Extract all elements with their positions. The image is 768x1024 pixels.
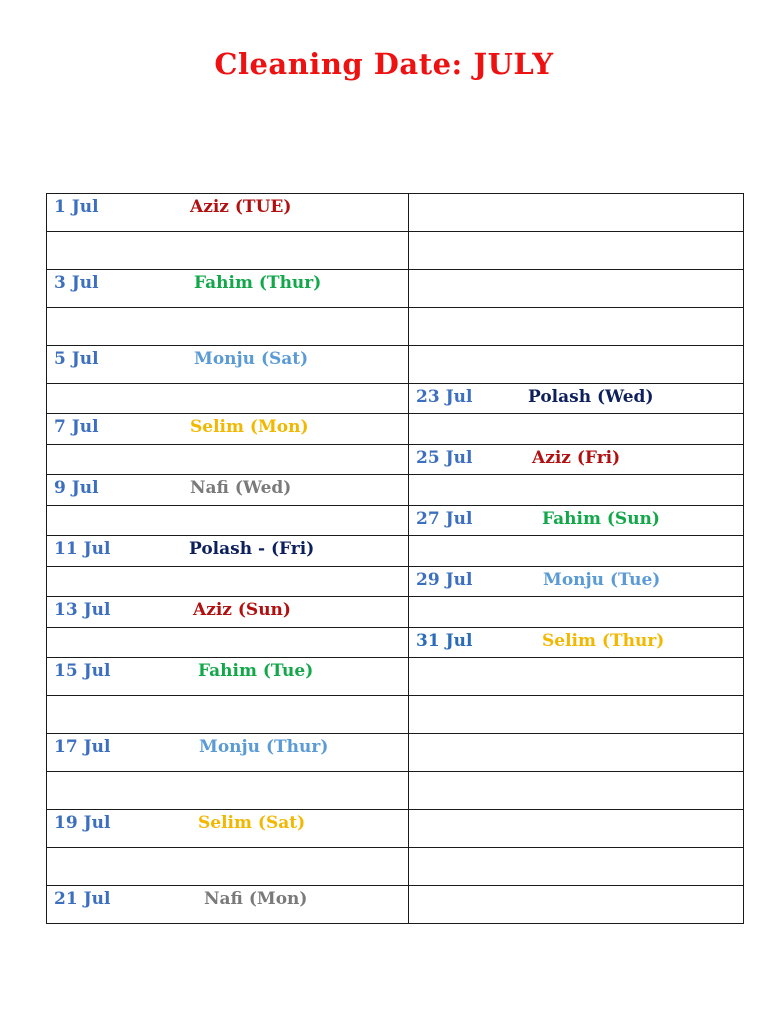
cleaning-schedule-table xyxy=(46,193,744,924)
page-title: Cleaning Date: JULY xyxy=(214,47,554,81)
schedule-cell-right xyxy=(409,597,744,628)
entry-assignee: Selim (Mon) xyxy=(190,417,309,437)
entry-assignee: Polash - (Fri) xyxy=(189,539,315,559)
entry-assignee: Fahim (Thur) xyxy=(194,273,322,293)
schedule-cell-right xyxy=(409,232,744,270)
table-row xyxy=(47,384,744,414)
schedule-cell-right xyxy=(409,506,744,536)
schedule-cell-right xyxy=(409,475,744,506)
table-row xyxy=(47,536,744,567)
entry-assignee: Fahim (Sun) xyxy=(542,509,660,529)
schedule-cell-left xyxy=(47,628,409,658)
entry-assignee: Aziz (TUE) xyxy=(190,197,292,217)
schedule-cell-left xyxy=(47,848,409,886)
entry-assignee: Aziz (Fri) xyxy=(532,448,621,468)
entry-date: 29 Jul xyxy=(416,570,473,590)
table-row xyxy=(47,772,744,810)
table-row xyxy=(47,886,744,924)
schedule-cell-right xyxy=(409,194,744,232)
table-row xyxy=(47,628,744,658)
entry-date: 23 Jul xyxy=(416,387,473,407)
table-row xyxy=(47,308,744,346)
schedule-cell-right xyxy=(409,734,744,772)
schedule-cell-right xyxy=(409,346,744,384)
entry-date: 31 Jul xyxy=(416,631,473,651)
schedule-cell-left xyxy=(47,658,409,696)
entry-assignee: Nafi (Wed) xyxy=(190,478,292,498)
schedule-cell-left xyxy=(47,597,409,628)
table-row xyxy=(47,696,744,734)
table-row xyxy=(47,848,744,886)
schedule-cell-left xyxy=(47,346,409,384)
entry-date: 27 Jul xyxy=(416,509,473,529)
entry-date: 21 Jul xyxy=(54,889,111,909)
entry-assignee: Nafi (Mon) xyxy=(204,889,308,909)
entry-date: 19 Jul xyxy=(54,813,111,833)
schedule-cell-right xyxy=(409,567,744,597)
entry-assignee: Aziz (Sun) xyxy=(193,600,291,620)
schedule-cell-right xyxy=(409,772,744,810)
entry-assignee: Monju (Thur) xyxy=(199,737,329,757)
schedule-cell-right xyxy=(409,810,744,848)
schedule-cell-left xyxy=(47,308,409,346)
schedule-cell-left xyxy=(47,194,409,232)
entry-assignee: Monju (Sat) xyxy=(194,349,309,369)
schedule-cell-left xyxy=(47,384,409,414)
schedule-cell-left xyxy=(47,414,409,445)
schedule-cell-right xyxy=(409,886,744,924)
entry-date: 15 Jul xyxy=(54,661,111,681)
schedule-cell-right xyxy=(409,414,744,445)
table-row xyxy=(47,194,744,232)
schedule-cell-left xyxy=(47,506,409,536)
table-row xyxy=(47,810,744,848)
schedule-cell-left xyxy=(47,886,409,924)
schedule-cell-left xyxy=(47,567,409,597)
schedule-cell-left xyxy=(47,536,409,567)
schedule-cell-left xyxy=(47,696,409,734)
entry-date: 13 Jul xyxy=(54,600,111,620)
schedule-cell-left xyxy=(47,734,409,772)
schedule-cell-right xyxy=(409,628,744,658)
table-row xyxy=(47,270,744,308)
schedule-cell-right xyxy=(409,536,744,567)
table-row xyxy=(47,414,744,445)
entry-date: 5 Jul xyxy=(54,349,99,369)
table-row xyxy=(47,506,744,536)
entry-assignee: Fahim (Tue) xyxy=(198,661,314,681)
table-row xyxy=(47,567,744,597)
table-row xyxy=(47,232,744,270)
entry-date: 3 Jul xyxy=(54,273,99,293)
entry-date: 1 Jul xyxy=(54,197,99,217)
entry-date: 9 Jul xyxy=(54,478,99,498)
entry-assignee: Polash (Wed) xyxy=(528,387,654,407)
schedule-cell-right xyxy=(409,848,744,886)
schedule-cell-right xyxy=(409,270,744,308)
entry-date: 11 Jul xyxy=(54,539,111,559)
schedule-cell-left xyxy=(47,232,409,270)
entry-date: 17 Jul xyxy=(54,737,111,757)
schedule-cell-right xyxy=(409,308,744,346)
schedule-cell-right xyxy=(409,658,744,696)
schedule-cell-right xyxy=(409,384,744,414)
entry-date: 25 Jul xyxy=(416,448,473,468)
schedule-cell-left xyxy=(47,270,409,308)
entry-date: 7 Jul xyxy=(54,417,99,437)
table-row xyxy=(47,658,744,696)
schedule-cell-left xyxy=(47,445,409,475)
entry-assignee: Selim (Thur) xyxy=(542,631,665,651)
table-row xyxy=(47,597,744,628)
table-row xyxy=(47,346,744,384)
entry-assignee: Selim (Sat) xyxy=(198,813,306,833)
schedule-cell-left xyxy=(47,810,409,848)
table-row xyxy=(47,475,744,506)
schedule-cell-right xyxy=(409,445,744,475)
schedule-cell-right xyxy=(409,696,744,734)
entry-assignee: Monju (Tue) xyxy=(543,570,661,590)
table-row xyxy=(47,734,744,772)
table-row xyxy=(47,445,744,475)
schedule-cell-left xyxy=(47,475,409,506)
schedule-cell-left xyxy=(47,772,409,810)
